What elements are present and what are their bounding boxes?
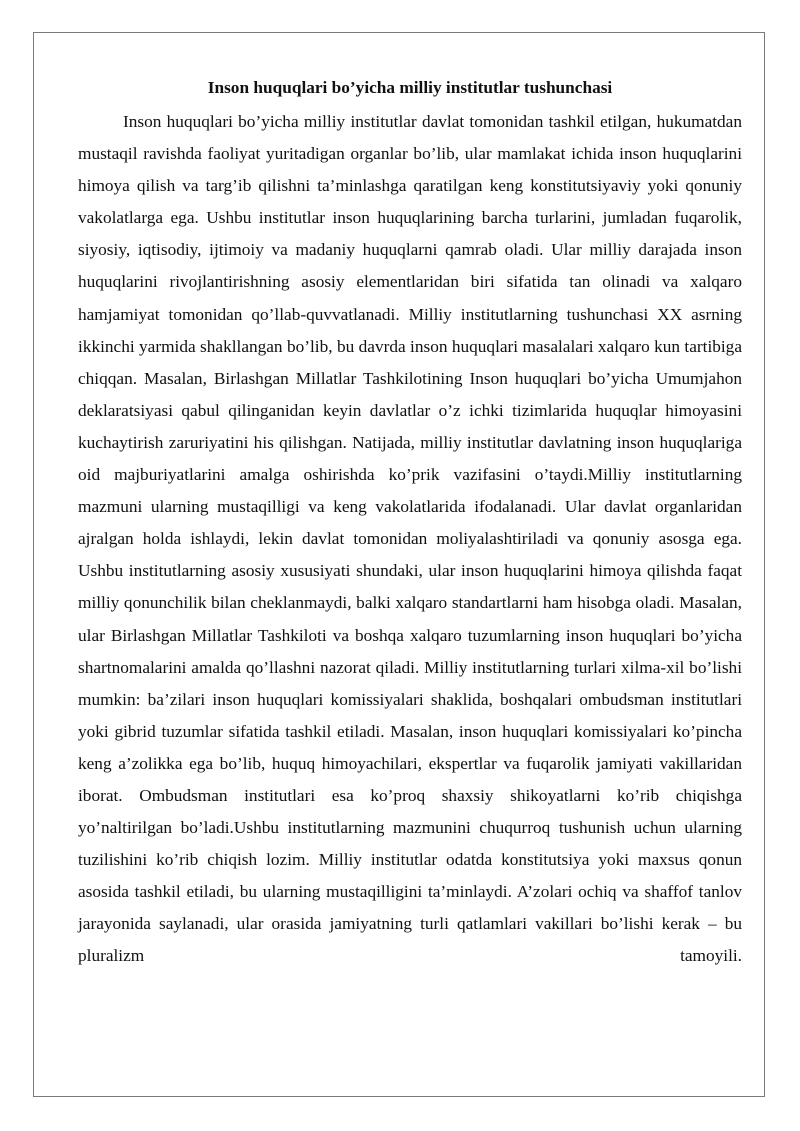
document-content — [78, 70, 742, 973]
document-title: Inson huquqlari bo’yicha milliy institutlar tushunchasi — [207, 78, 613, 97]
body-paragraph: Inson huquqlari bo’yicha milliy institutlar davlat tomonidan tashkil etilgan, hukumatdan mustaqil ravishda faoliyat yuritadigan organlar bo’lib, ular mamlakat ichida inson huquqlarini himoya qilish va targ’ib qilishni ta’minlashga qaratilgan keng konstitutsiyaviy yoki qonuniy vakolatlarga ega. Ushbu institutlar inson huquqlarining barcha turlarini, jumladan fuqarolik, siyosiy, iqtisodiy, ijtimoiy va madaniy huquqlarni qamrab oladi. Ular milliy darajada inson huquqlarini rivojlantirishning asosiy elementlaridan biri sifatida tan olinadi va xalqaro hamjamiyat tomonidan qo’llab-quvvatlanadi. Milliy institutlarning tushunchasi XX asrning ikkinchi yarmida shakllangan bo’lib, bu davrda inson huquqlari masalalari xalqaro kun tartibiga chiqqan. Masalan, Birlashgan Millatlar Tashkilotining Inson huquqlari bo’yicha Umumjahon deklaratsiyasi qabul qilinganidan keyin davlatlar o’z ichki tizimlarida huquqlar himoyasini kuchaytirish zaruriyatini his qilishgan. Natijada, milliy institutlar davlatning inson huquqlariga oid majburiyatlarini amalga oshirishda ko’prik vazifasini o’taydi.Milliy institutlarning mazmuni ularning mustaqilligi va keng vakolatlarida ifodalanadi. Ular davlat organlaridan ajralgan holda ishlaydi, lekin davlat tomonidan moliyalashtiriladi va qonuniy asosga ega. Ushbu institutlarning asosiy xususiyati shundaki, ular inson huquqlarini himoya qilishda faqat milliy qonunchilik bilan cheklanmaydi, balki xalqaro standartlarni ham hisobga oladi. Masalan, ular Birlashgan Millatlar Tashkiloti va boshqa xalqaro tuzumlarning inson huquqlari bo’yicha shartnomalarini amalda qo’llashni nazorat qiladi. Milliy institutlarning turlari xilma-xil bo’lishi mumkin: ba’zilari inson huquqlari komissiyalari shaklida, boshqalari ombudsman institutlari yoki gibrid tuzumlar sifatida tashkil etiladi. Masalan, inson huquqlari komissiyalari ko’pincha keng a’zolikka ega bo’lib, huquq himoyachilari, ekspertlar va fuqarolik jamiyati vakillaridan iborat. Ombudsman institutlari esa ko’proq shaxsiy shikoyatlarni ko’rib chiqishga yo’naltirilgan bo’ladi.Ushbu institutlarning mazmunini chuqurroq tushunish uchun ularning tuzilishini ko’rib chiqish lozim. Milliy institutlar odatda konstitutsiya yoki maxsus qonun asosida tashkil etiladi, bu ularning mustaqilligini ta’minlaydi. A’zolari ochiq va shaffof tanlov jarayonida saylanadi, ular orasida jamiyatning turli qatlamlari vakillari bo’lishi kerak – bu pluralizm tamoyili. — [78, 112, 742, 966]
